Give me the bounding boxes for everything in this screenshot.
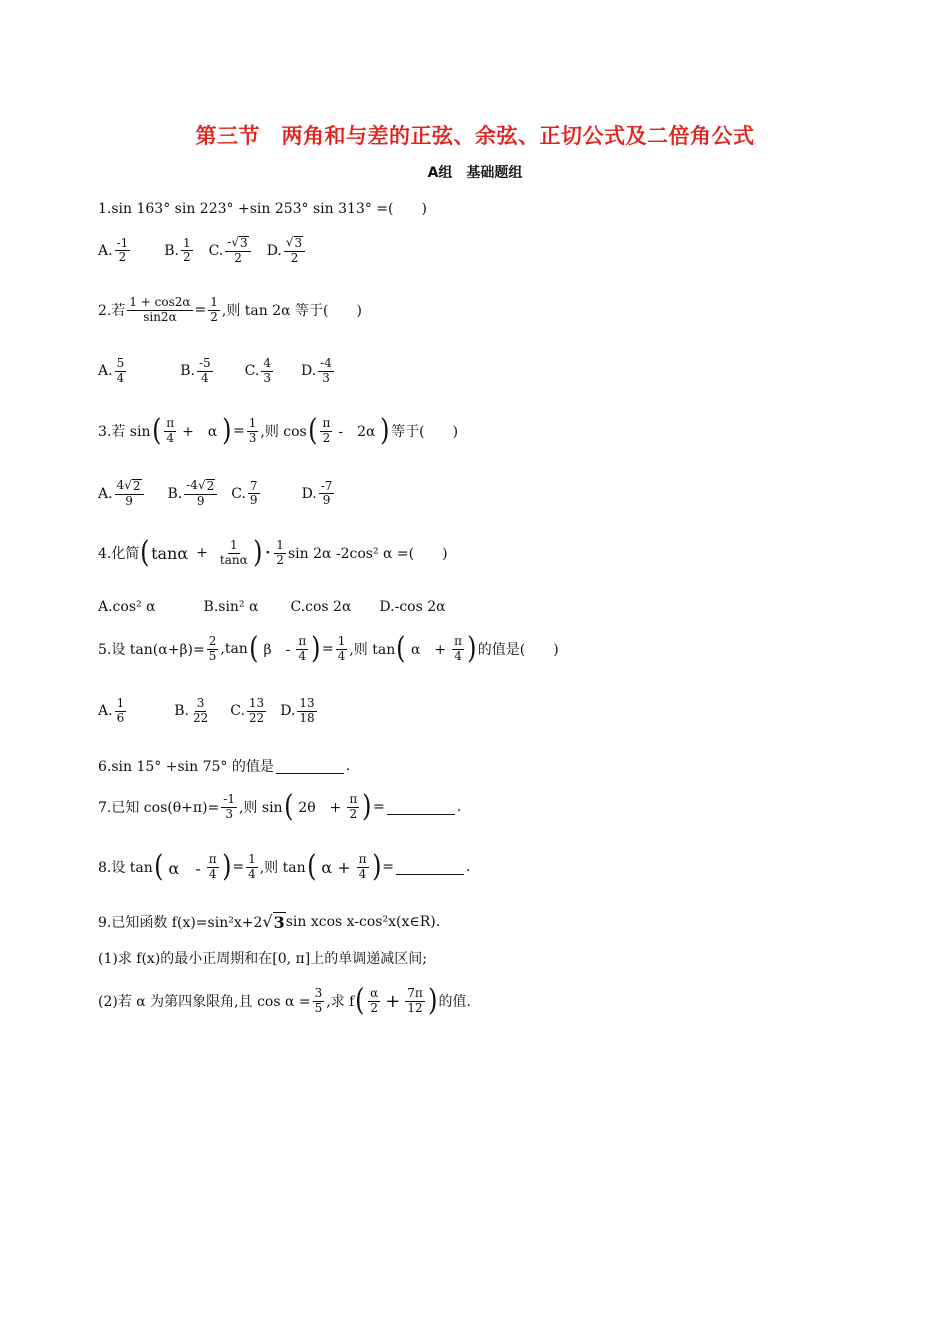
q3-v-num: 1 bbox=[248, 415, 257, 430]
q2-option-d bbox=[301, 357, 336, 386]
q3-a-label: A. bbox=[98, 485, 113, 502]
q1-d-fraction bbox=[284, 236, 305, 266]
q4-h-num: 1 bbox=[276, 537, 284, 552]
q2-option-a bbox=[98, 357, 128, 386]
q3-a-radicand: 2 bbox=[132, 479, 141, 493]
q3-a-num bbox=[115, 479, 144, 495]
q5-c-den: 22 bbox=[248, 710, 265, 725]
q9-part1-text: (1)求 f(x)的最小正周期和在[0, π]上的单调递减区间; bbox=[98, 951, 427, 967]
q4-f-den: tanα bbox=[219, 552, 248, 567]
q3-c-label: C. bbox=[231, 485, 246, 502]
section-subtitle: A组 基础题组 bbox=[427, 165, 523, 181]
q1-a-fraction bbox=[115, 237, 131, 266]
q8-eq-2: = bbox=[382, 859, 394, 875]
question-9-stem bbox=[98, 912, 440, 932]
q3-minus-2alpha: - 2α bbox=[338, 424, 376, 440]
question-9-part-1 bbox=[98, 948, 427, 968]
q4-option-d: D.-cos 2α bbox=[379, 599, 446, 615]
q4-option-b: B.sin² α bbox=[203, 599, 259, 615]
q9-stem-a: 9.已知函数 f(x)=sin²x+2 bbox=[98, 915, 263, 931]
q7-2theta-plus: 2θ + bbox=[298, 800, 342, 816]
question-2-options bbox=[98, 357, 350, 386]
q7-p-num: π bbox=[349, 791, 358, 806]
q6-answer-blank[interactable] bbox=[276, 759, 344, 774]
q4-reciprocal bbox=[218, 539, 250, 568]
q5-a-num: 1 bbox=[116, 696, 125, 710]
q2-fraction-2 bbox=[208, 296, 220, 325]
q3-a-sqrt: √ 2 bbox=[124, 478, 141, 493]
q5-pi-4-a bbox=[296, 635, 308, 664]
q9-alpha-half bbox=[368, 987, 380, 1016]
q3-suffix: 等于( ) bbox=[391, 424, 459, 440]
q3-pi-4 bbox=[164, 417, 176, 446]
question-7-stem: 7.已知 cos(θ+π)= $\frac{-1}{3}$ ,则 sin ( 2θ + $\frac{\pi}{2}$ ) = . bbox=[98, 789, 462, 824]
q1-a-label: A. bbox=[98, 242, 113, 259]
q2-c-fraction bbox=[261, 357, 273, 386]
q5-v1-num: 2 bbox=[208, 633, 217, 648]
q5-c-num: 13 bbox=[248, 696, 265, 710]
q3-b-radicand: 2 bbox=[206, 479, 215, 493]
q2-option-c bbox=[245, 357, 275, 386]
q2-fraction-1 bbox=[127, 296, 192, 325]
q9-c-den: 5 bbox=[314, 1000, 323, 1015]
question-8-stem: 8.设 tan ( α - $\frac{\pi}{4}$ ) = $\frac{1}{4}$ ,则 tan ( α + $\frac{\pi}{4}$ ) = . bbox=[98, 849, 471, 884]
q1-d-den: 2 bbox=[290, 250, 299, 265]
q8-prefix: 8.设 tan bbox=[98, 860, 153, 876]
q2-d-fraction bbox=[318, 357, 334, 386]
q4-dot: · bbox=[265, 545, 271, 561]
q5-value-1 bbox=[207, 635, 219, 664]
q5-a-den: 6 bbox=[116, 710, 125, 725]
q8-alpha-plus: α + bbox=[321, 857, 351, 877]
q2-d-den: 3 bbox=[322, 370, 330, 385]
q7-p-den: 2 bbox=[349, 806, 358, 821]
question-5-options bbox=[98, 697, 333, 726]
q7-prefix: 7.已知 cos(θ+π)= bbox=[98, 800, 220, 816]
q9-part2-mid: ,求 f bbox=[326, 994, 355, 1010]
q7-pi-2 bbox=[347, 793, 359, 822]
q2-prefix: 2.若 bbox=[98, 303, 126, 320]
q7-eq: = bbox=[372, 799, 385, 815]
q1-a-den: 2 bbox=[118, 250, 127, 265]
q3-v-den: 3 bbox=[248, 430, 257, 445]
q2-eq: = bbox=[194, 302, 207, 319]
page-title: 第三节 两角和与差的正弦、余弦、正切公式及二倍角公式 bbox=[195, 124, 755, 148]
question-4-options bbox=[98, 599, 446, 615]
q9-part2-prefix: (2)若 α 为第四象限角,且 cos α = bbox=[98, 994, 311, 1010]
q3-value bbox=[247, 417, 259, 446]
q5-option-b bbox=[174, 697, 212, 726]
q2-b-den: 4 bbox=[200, 370, 209, 385]
q3-b-num bbox=[184, 479, 217, 495]
q5-option-d bbox=[280, 697, 318, 726]
q5-eq: = bbox=[321, 641, 334, 657]
q1-b-fraction bbox=[181, 237, 193, 266]
q2-d-label: D. bbox=[300, 363, 317, 380]
q1-c-label: C. bbox=[208, 242, 224, 259]
q4-option-c: C.cos 2α bbox=[290, 599, 352, 615]
q2-b-num: -5 bbox=[198, 356, 211, 370]
q5-d-num: 13 bbox=[299, 696, 315, 710]
q3-a-fraction bbox=[115, 479, 144, 509]
q7-mid: ,则 sin bbox=[238, 800, 283, 816]
q1-b-den: 2 bbox=[183, 250, 191, 265]
q3-b-label: B. bbox=[167, 485, 183, 502]
question-3-options bbox=[98, 479, 350, 509]
q5-pi-4-b bbox=[452, 635, 464, 664]
q2-a-label: A. bbox=[98, 363, 113, 380]
q2-b-label: B. bbox=[180, 363, 195, 380]
q2-f2-den: 2 bbox=[210, 309, 218, 324]
q5-q-den: 4 bbox=[454, 648, 462, 663]
q8-v-num: 1 bbox=[248, 851, 256, 866]
q2-c-num: 4 bbox=[263, 356, 271, 370]
q1-c-radicand: 3 bbox=[240, 236, 248, 250]
q8-eq: = bbox=[232, 859, 245, 875]
q8-end: . bbox=[465, 859, 471, 875]
q8-value bbox=[246, 853, 258, 882]
question-4-stem: 4.化简 ( tanα + $\frac{1}{\tan\alpha}$ ) · $\frac{1}{2}$ sin 2α -2cos² α =( ) bbox=[98, 535, 448, 570]
q2-b-fraction bbox=[197, 357, 213, 386]
q8-p-den: 4 bbox=[208, 866, 217, 881]
q5-v2-den: 4 bbox=[337, 648, 346, 663]
q5-p-num: π bbox=[298, 633, 307, 648]
q2-suffix: ,则 tan 2α 等于( ) bbox=[221, 303, 362, 320]
q5-beta-minus: β - bbox=[263, 642, 291, 658]
question-6-stem bbox=[98, 756, 350, 776]
q1-b-num: 1 bbox=[183, 235, 191, 250]
q9-c-num: 3 bbox=[314, 985, 323, 1000]
question-9-part-2: (2)若 α 为第四象限角,且 cos α = $\frac{3}{5}$ ,求 f ( $\frac{\alpha}{2}$ + $\frac{7\pi}{12}$ ) 的值. bbox=[98, 983, 471, 1018]
q5-mid-1: ,tan bbox=[220, 641, 248, 657]
q9-plus: + bbox=[385, 990, 401, 1012]
q4-plus: + bbox=[196, 545, 208, 561]
q5-b-den: 22 bbox=[192, 710, 209, 725]
q5-v1-den: 5 bbox=[208, 648, 217, 663]
q3-q-num: π bbox=[322, 415, 331, 430]
q5-a-fraction bbox=[115, 697, 127, 726]
q2-c-label: C. bbox=[244, 363, 260, 380]
q3-c-fraction bbox=[248, 480, 260, 509]
q3-d-fraction bbox=[319, 480, 335, 509]
question-1-stem bbox=[98, 198, 427, 218]
q1-c-den: 2 bbox=[234, 250, 242, 265]
q5-q-num: π bbox=[454, 633, 463, 648]
q3-c-den: 9 bbox=[249, 493, 258, 508]
question-1-options bbox=[98, 236, 321, 266]
q8-pi-4-a bbox=[207, 853, 219, 882]
q5-d-label: D. bbox=[280, 703, 296, 720]
q9-7pi-12 bbox=[405, 987, 425, 1016]
q3-plus-alpha: + α bbox=[182, 424, 218, 440]
q1-option-a bbox=[98, 237, 132, 266]
q9-cos-value bbox=[313, 987, 325, 1016]
q2-c-den: 3 bbox=[263, 370, 271, 385]
q3-eq: = bbox=[233, 423, 245, 439]
q1-option-c bbox=[209, 236, 253, 266]
q1-a-num: -1 bbox=[116, 235, 129, 250]
q5-p-den: 4 bbox=[298, 648, 307, 663]
q8-p-num: π bbox=[208, 851, 217, 866]
q5-suffix: 的值是( ) bbox=[477, 642, 559, 658]
q4-option-a: A.cos² α bbox=[98, 599, 156, 615]
q8-mid: ,则 tan bbox=[259, 860, 306, 876]
q5-c-fraction bbox=[247, 697, 266, 726]
q3-mid: ,则 cos bbox=[260, 424, 307, 440]
q8-v-den: 4 bbox=[248, 866, 256, 881]
question-3-stem: 3.若 sin ( $\frac{\pi}{4}$ + α ) = $\frac{1}{3}$ ,则 cos ( $\frac{\pi}{2}$ - 2α ) 等于( ) bbox=[98, 413, 459, 448]
q9-b-num: 7π bbox=[407, 985, 423, 1000]
q4-prefix: 4.化简 bbox=[98, 546, 140, 562]
q3-d-label: D. bbox=[301, 485, 317, 502]
q5-b-fraction bbox=[191, 697, 210, 726]
q7-v-den: 3 bbox=[225, 806, 233, 821]
q5-option-c bbox=[230, 697, 268, 726]
q2-f1-den: sin2α bbox=[143, 309, 177, 324]
q5-alpha-plus: α + bbox=[410, 642, 447, 658]
q2-d-num: -4 bbox=[320, 356, 332, 370]
q5-a-label: A. bbox=[98, 703, 113, 720]
q4-tan-alpha: tanα bbox=[151, 543, 189, 563]
q6-text: 6.sin 15° +sin 75° 的值是 bbox=[98, 759, 274, 775]
q2-f1-num: 1 + cos2α bbox=[129, 295, 191, 309]
q8-pi-4-b bbox=[357, 853, 369, 882]
q3-b-den: 9 bbox=[196, 493, 205, 508]
q3-a-den: 9 bbox=[125, 493, 133, 508]
q5-d-den: 18 bbox=[299, 710, 315, 725]
q7-value bbox=[221, 793, 237, 822]
q4-suffix: sin 2α -2cos² α =( ) bbox=[287, 546, 448, 562]
q1-d-sqrt: √ 3 bbox=[285, 235, 303, 250]
q1-option-d bbox=[267, 236, 307, 266]
q1-d-num bbox=[284, 236, 305, 252]
q9-b-den: 12 bbox=[407, 1000, 423, 1015]
q3-pi-2 bbox=[320, 417, 332, 446]
q2-f2-num: 1 bbox=[210, 295, 218, 309]
q1-c-sqrt: √ 3 bbox=[231, 235, 248, 250]
q3-option-a bbox=[98, 479, 146, 509]
q7-end: . bbox=[456, 799, 462, 815]
q9-sqrt: √ 3 bbox=[262, 912, 285, 932]
q3-d-num: -7 bbox=[320, 478, 333, 493]
q1-d-radicand: 3 bbox=[294, 236, 303, 250]
q4-f-num: 1 bbox=[229, 537, 238, 552]
q1-d-label: D. bbox=[266, 242, 282, 259]
q3-a-coef: 4 bbox=[116, 478, 125, 492]
q5-value-2 bbox=[336, 635, 348, 664]
q3-option-d bbox=[302, 480, 337, 509]
q6-end: . bbox=[345, 758, 351, 774]
q8-answer-blank[interactable] bbox=[396, 860, 464, 875]
q3-b-coef: -4 bbox=[186, 478, 198, 492]
q3-b-sqrt: √ 2 bbox=[197, 478, 215, 493]
q2-a-den: 4 bbox=[116, 370, 125, 385]
q5-mid-2: ,则 tan bbox=[349, 642, 396, 658]
q1-option-b bbox=[164, 237, 194, 266]
q3-prefix: 3.若 sin bbox=[98, 424, 151, 440]
q5-prefix: 5.设 tan(α+β)= bbox=[98, 642, 205, 658]
q3-option-b bbox=[168, 479, 220, 509]
q7-answer-blank[interactable] bbox=[387, 800, 455, 815]
q1-c-num bbox=[225, 236, 250, 252]
q5-v2-num: 1 bbox=[337, 633, 346, 648]
q3-b-fraction bbox=[184, 479, 217, 509]
q4-h-den: 2 bbox=[276, 552, 284, 567]
q1-text: 1.sin 163° sin 223° +sin 253° sin 313° =( ) bbox=[98, 201, 427, 217]
q5-b-num: 3 bbox=[196, 696, 205, 710]
q3-p-num: π bbox=[166, 415, 175, 430]
q9-a-den: 2 bbox=[370, 1000, 378, 1015]
q8-q-den: 4 bbox=[358, 866, 367, 881]
question-2-stem bbox=[98, 296, 362, 325]
q2-option-b bbox=[180, 357, 214, 386]
q4-half bbox=[274, 539, 286, 568]
q3-option-c bbox=[231, 480, 261, 509]
q2-a-num: 5 bbox=[116, 356, 125, 370]
q3-d-den: 9 bbox=[322, 493, 331, 508]
q7-v-num: -1 bbox=[223, 791, 235, 806]
q9-radicand: 3 bbox=[273, 913, 285, 932]
q9-stem-b: sin xcos x-cos²x(x∈R). bbox=[285, 914, 441, 930]
q3-p-den: 4 bbox=[166, 430, 174, 445]
q8-q-num: π bbox=[358, 851, 367, 866]
q5-b-label: B. bbox=[174, 703, 189, 720]
question-5-stem: 5.设 tan(α+β)= $\frac{2}{5}$ ,tan ( β - $\frac{\pi}{4}$ ) = $\frac{1}{4}$ ,则 tan ( α + $\frac{\pi}{4}$ ) 的值是( ) bbox=[98, 631, 559, 666]
q1-c-sign: - bbox=[227, 235, 232, 249]
q5-d-fraction bbox=[297, 697, 316, 726]
q1-b-label: B. bbox=[164, 242, 180, 259]
q9-a-num: α bbox=[370, 985, 379, 1000]
q2-a-fraction bbox=[115, 357, 127, 386]
q8-alpha-minus: α - bbox=[168, 858, 201, 878]
q3-q-den: 2 bbox=[322, 430, 331, 445]
q5-option-a bbox=[98, 697, 128, 726]
q9-part2-suffix: 的值. bbox=[438, 994, 471, 1010]
q3-c-num: 7 bbox=[249, 478, 258, 493]
q5-c-label: C. bbox=[230, 703, 245, 720]
q1-c-fraction bbox=[225, 236, 250, 266]
